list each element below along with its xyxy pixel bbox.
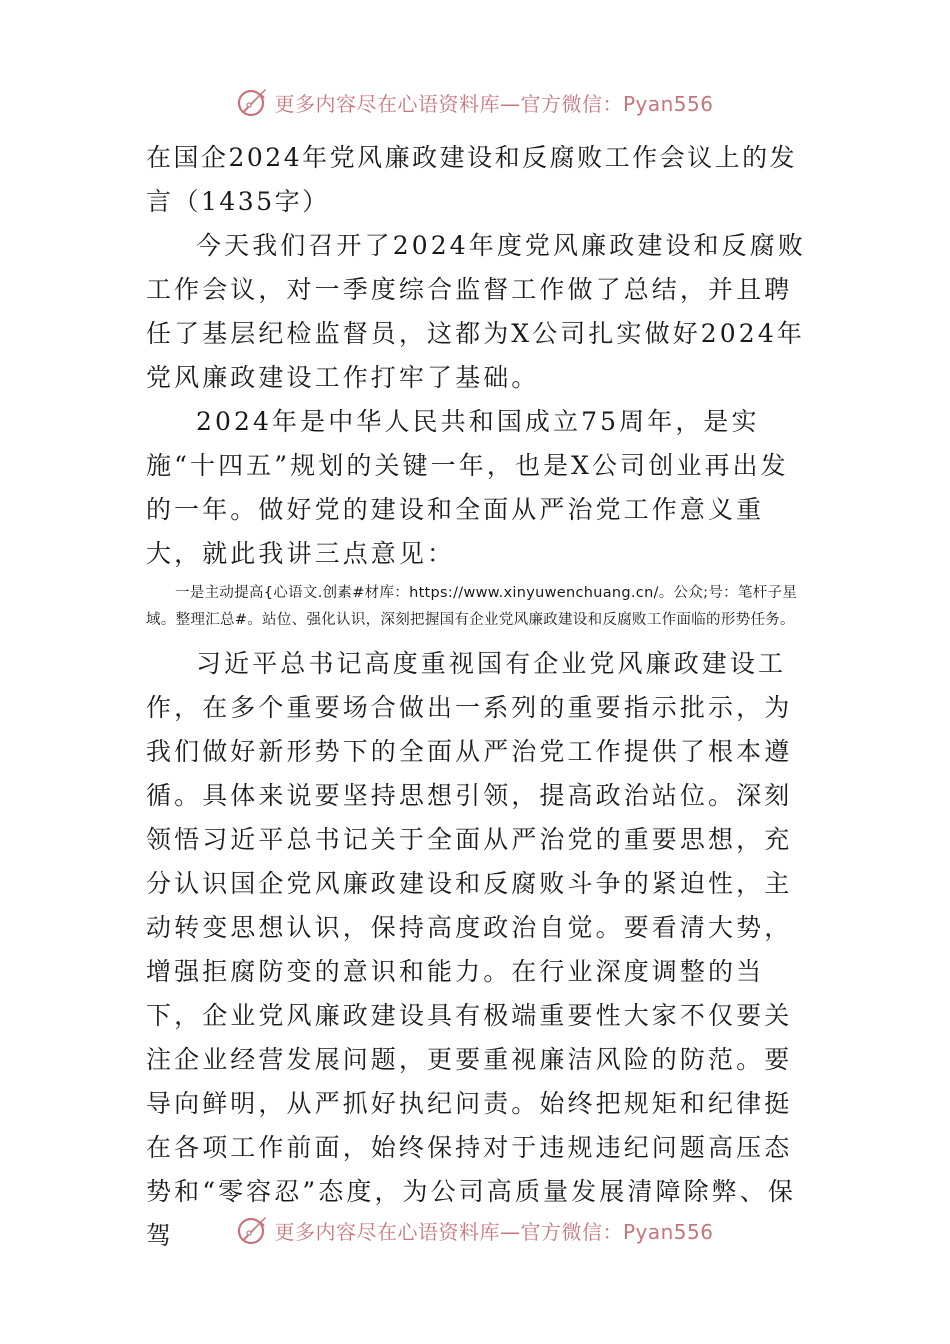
header-banner-text: 更多内容尽在心语资料库—官方微信：Pyan556: [274, 91, 714, 116]
fountain-pen-logo-icon: [236, 85, 270, 119]
paragraph-1: 今天我们召开了2024年度党风廉政建设和反腐败工作会议，对一季度综合监督工作做了总结，并且聘任了基层纪检监督员，这都为X公司扎实做好2024年党风廉政建设工作打牢了基础。: [146, 231, 806, 392]
paragraph-2: 2024年是中华人民共和国成立75周年，是实施“十四五”规划的关键一年，也是X公司创业再出发的一年。做好党的建设和全面从严治党工作意义重大，就此我讲三点意见：: [146, 407, 789, 568]
footer-banner: [0, 1208, 950, 1252]
header-banner: [0, 80, 950, 124]
document-body: [146, 136, 808, 1258]
fountain-pen-logo-icon: [236, 1213, 270, 1247]
paragraph-3: 习近平总书记高度重视国有企业党风廉政建设工作，在多个重要场合做出一系列的重要指示批示，为我们做好新形势下的全面从严治党工作提供了根本遵循。具体来说要坚持思想引领，提高政治站位。深刻领悟习近平总书记关于全面从严治党的重要思想，充分认识国企党风廉政建设和反腐败斗争的紧迫性，主动转变思想认识，保持高度政治自觉。要看清大势，增强拒腐防变的意识和能力。在行业深度调整的当下，企业党风廉政建设具有极端重要性大家不仅要关注企业经营发展问题，更要重视廉洁风险的防范。要导向鲜明，从严抓好执纪问责。始终把规矩和纪律挺在各项工作前面，始终保持对于违规违纪问题高压态势和“零容忍”态度，为公司高质量发展清障除弊、保驾: [146, 649, 796, 1250]
small-watermark-paragraph: 一是主动提高{心语文.创素#材库：https://www.xinyuwenchuang.cn/。公众;号：笔杆子星域。整理汇总#。站位、强化认识，深刻把握国有企业党风廉政建设和反腐败工作面临的形势任务。: [146, 585, 798, 628]
footer-banner-text: 更多内容尽在心语资料库—官方微信：Pyan556: [274, 1219, 714, 1244]
document-title: 在国企2024年党风廉政建设和反腐败工作会议上的发言（1435字）: [146, 143, 798, 216]
